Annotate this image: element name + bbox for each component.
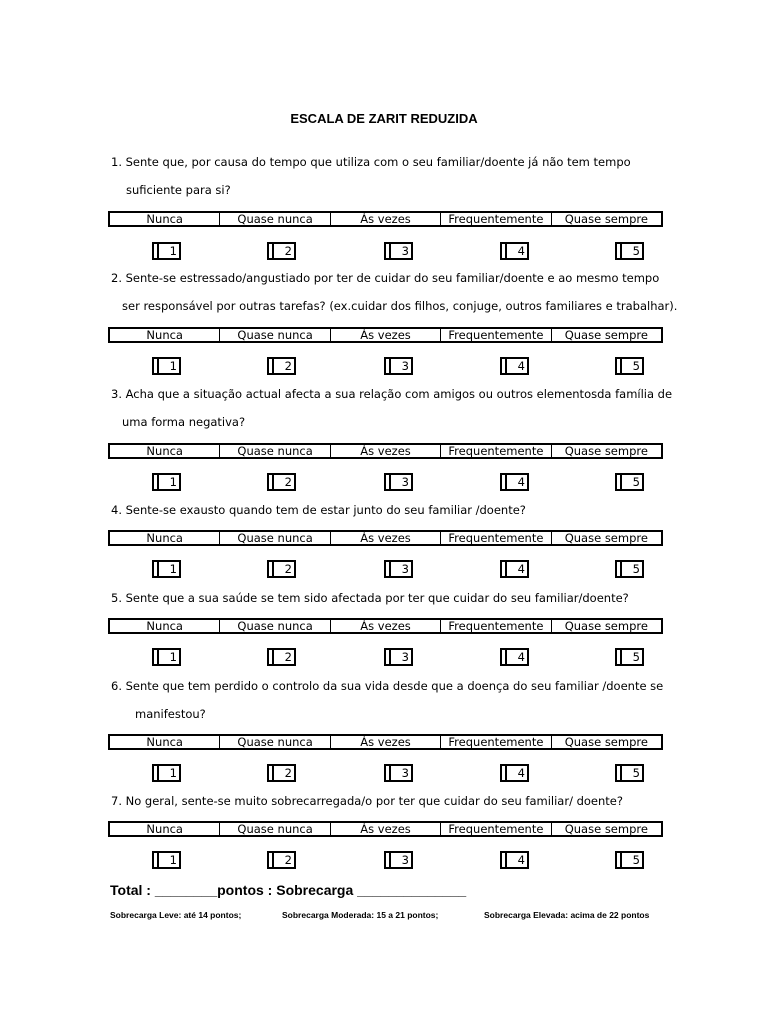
question-7-option-5-checkbox[interactable]: 5 <box>615 851 644 869</box>
scale-label-frequentemente: Frequentemente <box>440 329 550 341</box>
question-5-option-3-checkbox[interactable]: 3 <box>384 648 413 666</box>
scale-label-quase-sempre: Quase sempre <box>551 213 661 225</box>
scale-label-quase-sempre: Quase sempre <box>551 532 661 544</box>
question-3-text: 3. Acha que a situação actual afecta a sua relação com amigos ou outros elementosda família de <box>111 387 673 401</box>
scale-label-as-vezes: Às vezes <box>330 736 440 748</box>
scale-label-frequentemente: Frequentemente <box>440 823 550 835</box>
scale-label-nunca: Nunca <box>146 620 183 632</box>
question-5-text: 5. Sente que a sua saúde se tem sido afectada por ter que cuidar do seu familiar/doente? <box>111 591 629 605</box>
question-1-text: 1. Sente que, por causa do tempo que utiliza com o seu familiar/doente já não tem tempo <box>111 155 631 169</box>
scale-label-nunca: Nunca <box>146 823 183 835</box>
scale-label-quase-sempre: Quase sempre <box>551 329 661 341</box>
question-4-option-2-checkbox[interactable]: 2 <box>267 560 296 578</box>
question-7-option-2-checkbox[interactable]: 2 <box>267 851 296 869</box>
question-2-option-3-checkbox[interactable]: 3 <box>384 357 413 375</box>
question-4-option-4-checkbox[interactable]: 4 <box>500 560 529 578</box>
question-2-option-4-checkbox[interactable]: 4 <box>500 357 529 375</box>
question-1-option-5-checkbox[interactable]: 5 <box>615 242 644 260</box>
question-7-option-1-checkbox[interactable]: 1 <box>152 851 181 869</box>
question-2-option-1-checkbox[interactable]: 1 <box>152 357 181 375</box>
scale-label-frequentemente: Frequentemente <box>440 213 550 225</box>
scale-label-nunca: Nunca <box>146 532 183 544</box>
question-3-scale <box>108 443 663 459</box>
question-1-option-3-checkbox[interactable]: 3 <box>384 242 413 260</box>
question-1-text-continued: suficiente para si? <box>126 183 231 197</box>
question-6-scale <box>108 734 663 750</box>
scale-label-nunca: Nunca <box>146 329 183 341</box>
question-6-option-4-checkbox[interactable]: 4 <box>500 764 529 782</box>
scale-label-as-vezes: Às vezes <box>330 532 440 544</box>
question-6-option-5-checkbox[interactable]: 5 <box>615 764 644 782</box>
question-2-text: 2. Sente-se estressado/angustiado por ter de cuidar do seu familiar/doente e ao mesmo tempo <box>111 271 660 285</box>
scale-label-as-vezes: Às vezes <box>330 445 440 457</box>
question-6-text-continued: manifestou? <box>135 707 206 721</box>
scale-label-quase-sempre: Quase sempre <box>551 736 661 748</box>
question-6-option-3-checkbox[interactable]: 3 <box>384 764 413 782</box>
scale-label-quase-sempre: Quase sempre <box>551 445 661 457</box>
question-5-option-1-checkbox[interactable]: 1 <box>152 648 181 666</box>
scale-label-quase-nunca: Quase nunca <box>219 329 329 341</box>
scale-label-frequentemente: Frequentemente <box>440 736 550 748</box>
question-2-option-2-checkbox[interactable]: 2 <box>267 357 296 375</box>
question-1-option-4-checkbox[interactable]: 4 <box>500 242 529 260</box>
question-7-option-4-checkbox[interactable]: 4 <box>500 851 529 869</box>
scale-label-quase-nunca: Quase nunca <box>219 213 329 225</box>
question-6-option-2-checkbox[interactable]: 2 <box>267 764 296 782</box>
question-7-option-3-checkbox[interactable]: 3 <box>384 851 413 869</box>
question-4-scale <box>108 530 663 546</box>
scale-label-as-vezes: Às vezes <box>330 620 440 632</box>
page-title: ESCALA DE ZARIT REDUZIDA <box>290 111 478 126</box>
question-7-text: 7. No geral, sente-se muito sobrecarregada/o por ter que cuidar do seu familiar/ doente? <box>111 794 623 808</box>
question-1-option-2-checkbox[interactable]: 2 <box>267 242 296 260</box>
legend-sobrecarga-moderada: Sobrecarga Moderada: 15 a 21 pontos; <box>282 910 439 920</box>
question-6-text: 6. Sente que tem perdido o controlo da sua vida desde que a doença do seu familiar /doente se <box>111 679 664 693</box>
question-2-text-continued: ser responsável por outras tarefas? (ex.cuidar dos filhos, conjuge, outros familiares e trabalhar). <box>122 299 678 313</box>
question-4-option-5-checkbox[interactable]: 5 <box>615 560 644 578</box>
question-3-option-1-checkbox[interactable]: 1 <box>152 473 181 491</box>
legend-sobrecarga-elevada: Sobrecarga Elevada: acima de 22 pontos <box>484 910 650 920</box>
question-5-option-4-checkbox[interactable]: 4 <box>500 648 529 666</box>
scale-label-as-vezes: Às vezes <box>330 213 440 225</box>
question-1-scale <box>108 211 663 227</box>
scale-label-as-vezes: Às vezes <box>330 823 440 835</box>
question-1-option-1-checkbox[interactable]: 1 <box>152 242 181 260</box>
scale-label-frequentemente: Frequentemente <box>440 445 550 457</box>
scale-label-quase-nunca: Quase nunca <box>219 532 329 544</box>
question-5-option-5-checkbox[interactable]: 5 <box>615 648 644 666</box>
scale-label-quase-nunca: Quase nunca <box>219 736 329 748</box>
scale-label-nunca: Nunca <box>146 445 183 457</box>
scale-label-as-vezes: Às vezes <box>330 329 440 341</box>
scale-label-quase-nunca: Quase nunca <box>219 823 329 835</box>
question-4-option-1-checkbox[interactable]: 1 <box>152 560 181 578</box>
scale-label-frequentemente: Frequentemente <box>440 620 550 632</box>
question-4-option-3-checkbox[interactable]: 3 <box>384 560 413 578</box>
scale-label-nunca: Nunca <box>146 213 183 225</box>
question-5-option-2-checkbox[interactable]: 2 <box>267 648 296 666</box>
question-3-option-2-checkbox[interactable]: 2 <box>267 473 296 491</box>
scale-label-quase-sempre: Quase sempre <box>551 823 661 835</box>
scale-label-quase-nunca: Quase nunca <box>219 620 329 632</box>
scale-label-quase-nunca: Quase nunca <box>219 445 329 457</box>
scale-label-nunca: Nunca <box>146 736 183 748</box>
question-3-option-3-checkbox[interactable]: 3 <box>384 473 413 491</box>
question-4-text: 4. Sente-se exausto quando tem de estar junto do seu familiar /doente? <box>111 503 526 517</box>
scale-label-frequentemente: Frequentemente <box>440 532 550 544</box>
question-3-text-continued: uma forma negativa? <box>122 415 246 429</box>
question-2-option-5-checkbox[interactable]: 5 <box>615 357 644 375</box>
legend-sobrecarga-leve: Sobrecarga Leve: até 14 pontos; <box>110 910 242 920</box>
question-3-option-4-checkbox[interactable]: 4 <box>500 473 529 491</box>
scale-label-quase-sempre: Quase sempre <box>551 620 661 632</box>
question-7-scale <box>108 821 663 837</box>
question-3-option-5-checkbox[interactable]: 5 <box>615 473 644 491</box>
question-2-scale <box>108 327 663 343</box>
question-6-option-1-checkbox[interactable]: 1 <box>152 764 181 782</box>
total-score-line: Total : ________pontos : Sobrecarga ______________ <box>110 882 467 898</box>
question-5-scale <box>108 618 663 634</box>
